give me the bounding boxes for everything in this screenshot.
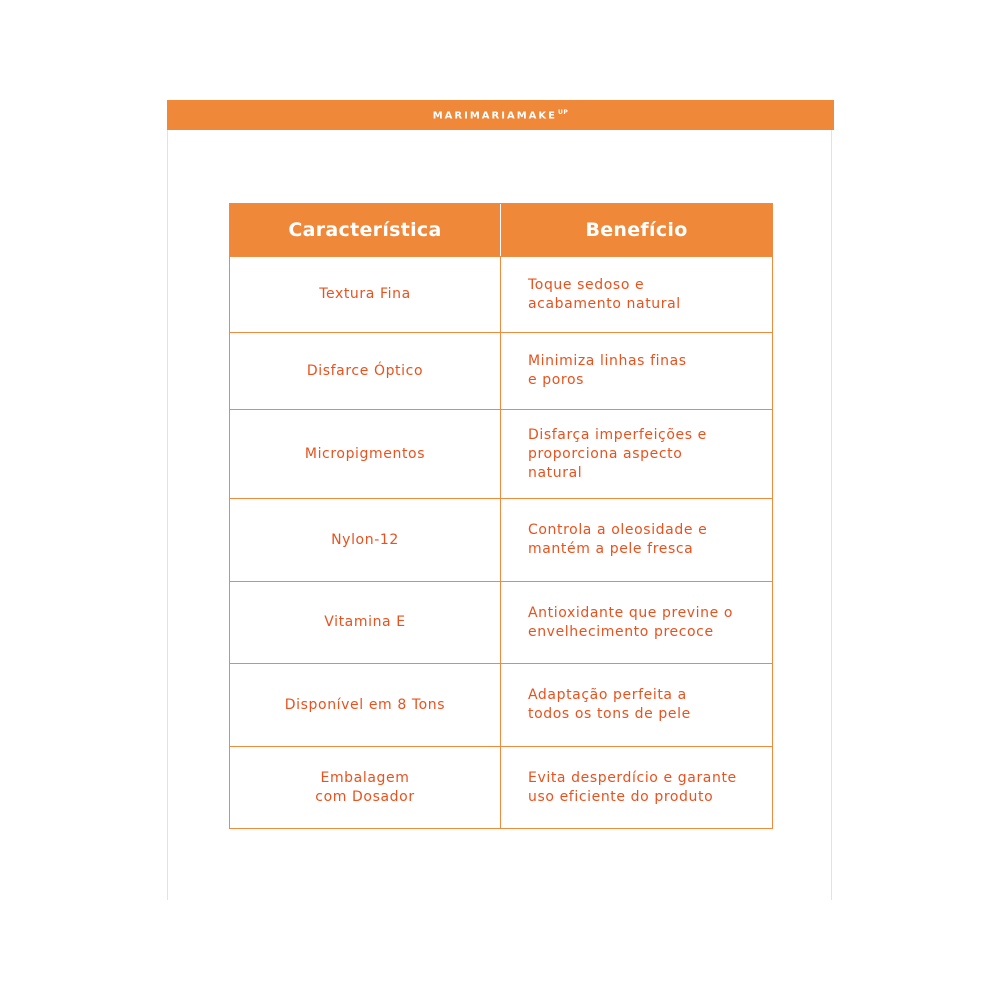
benefit-cell: Disfarça imperfeições e proporciona aspecto natural bbox=[528, 426, 707, 481]
feature-cell: Embalagem com Dosador bbox=[230, 747, 501, 828]
brand-logo bbox=[433, 109, 569, 121]
table-row bbox=[230, 409, 772, 498]
table-header bbox=[230, 204, 772, 256]
table-row bbox=[230, 256, 772, 332]
table-row bbox=[230, 498, 772, 581]
benefit-cell: Controla a oleosidade e mantém a pele fresca bbox=[528, 522, 708, 557]
table-row bbox=[230, 332, 772, 409]
feature-cell: Nylon-12 bbox=[230, 499, 501, 581]
content-card bbox=[167, 100, 832, 900]
benefit-cell: Adaptação perfeita a todos os tons de pele bbox=[528, 687, 691, 722]
feature-cell: Micropigmentos bbox=[230, 410, 501, 498]
benefit-cell: Evita desperdício e garante uso eficiente do produto bbox=[528, 769, 737, 805]
feature-cell: Vitamina E bbox=[230, 582, 501, 663]
feature-cell: Disponível em 8 Tons bbox=[230, 664, 501, 746]
benefit-cell: Toque sedoso e acabamento natural bbox=[528, 276, 681, 312]
features-table bbox=[229, 203, 773, 829]
benefit-cell: Antioxidante que previne o envelhecimento precoce bbox=[528, 604, 734, 640]
brand-name: MARIMARIAMAKE bbox=[432, 110, 557, 122]
table-row bbox=[230, 663, 772, 746]
table-row bbox=[230, 581, 772, 663]
header-feature: Característica bbox=[230, 204, 501, 256]
feature-cell: Textura Fina bbox=[230, 257, 501, 332]
benefit-cell: Minimiza linhas finas e poros bbox=[528, 353, 687, 388]
brand-suffix: UP bbox=[557, 108, 569, 116]
table-row bbox=[230, 746, 772, 828]
brand-header-bar bbox=[167, 100, 834, 130]
feature-cell: Disfarce Óptico bbox=[230, 333, 501, 409]
header-benefit: Benefício bbox=[585, 219, 688, 241]
